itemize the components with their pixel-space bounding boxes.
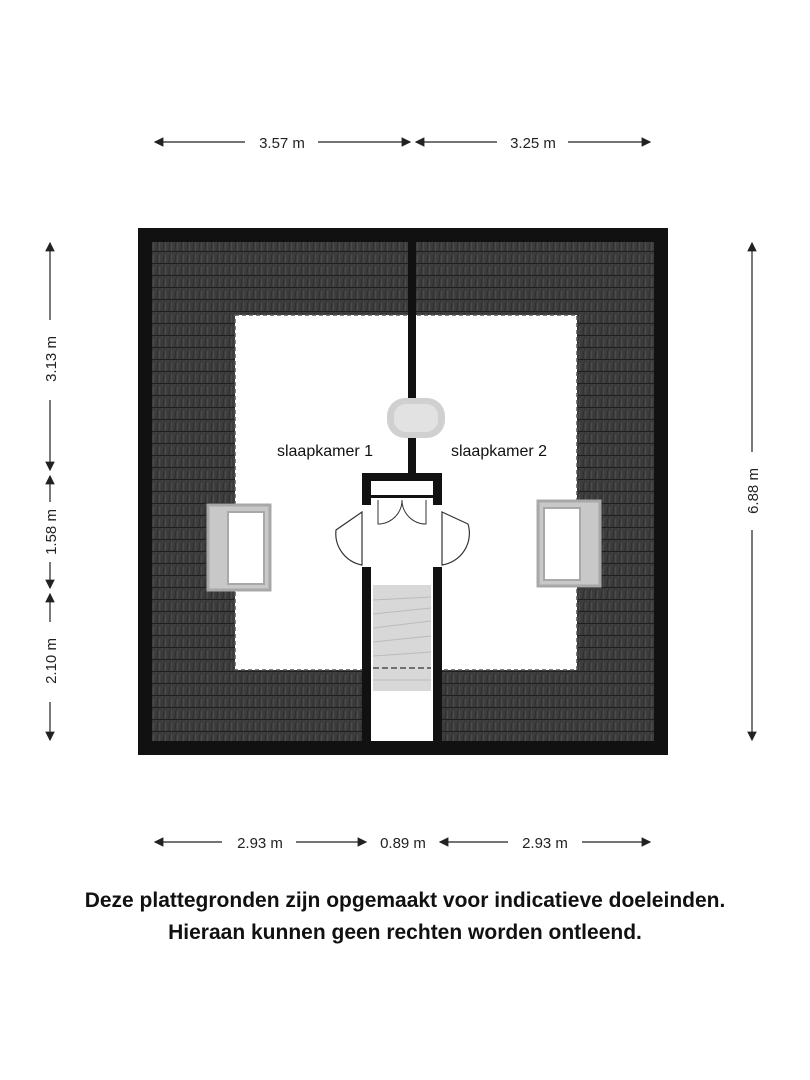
sink [387,398,445,438]
room-label-slaapkamer-2: slaapkamer 2 [450,443,548,460]
dim-bottom-middle: 0.89 m [380,835,426,852]
dimension-top [155,135,650,152]
hall-wall-top [362,473,442,481]
dim-bottom-left: 2.93 m [237,835,283,852]
dimension-bottom [155,835,650,852]
dim-left-2: 1.58 m [43,509,60,555]
dividing-wall [408,242,416,474]
hall-inner-wall [371,495,433,498]
roof-window-right [538,501,600,586]
dim-bottom-right: 2.93 m [522,835,568,852]
dim-top-right: 3.25 m [510,135,556,152]
room-label-slaapkamer-1: slaapkamer 1 [276,443,374,460]
dimension-left [43,243,60,740]
dimension-right [745,243,762,740]
disclaimer-line-1: Deze plattegronden zijn opgemaakt voor indicatieve doeleinden. [84,889,726,912]
roof-window-left [208,505,270,590]
dim-left-3: 2.10 m [43,638,60,684]
disclaimer-line-2: Hieraan kunnen geen rechten worden ontleend. [168,921,642,944]
dim-right: 6.88 m [745,468,762,514]
staircase [373,585,431,691]
hall-cupboard [371,481,433,497]
dim-left-1: 3.13 m [43,336,60,382]
dim-top-left: 3.57 m [259,135,305,152]
